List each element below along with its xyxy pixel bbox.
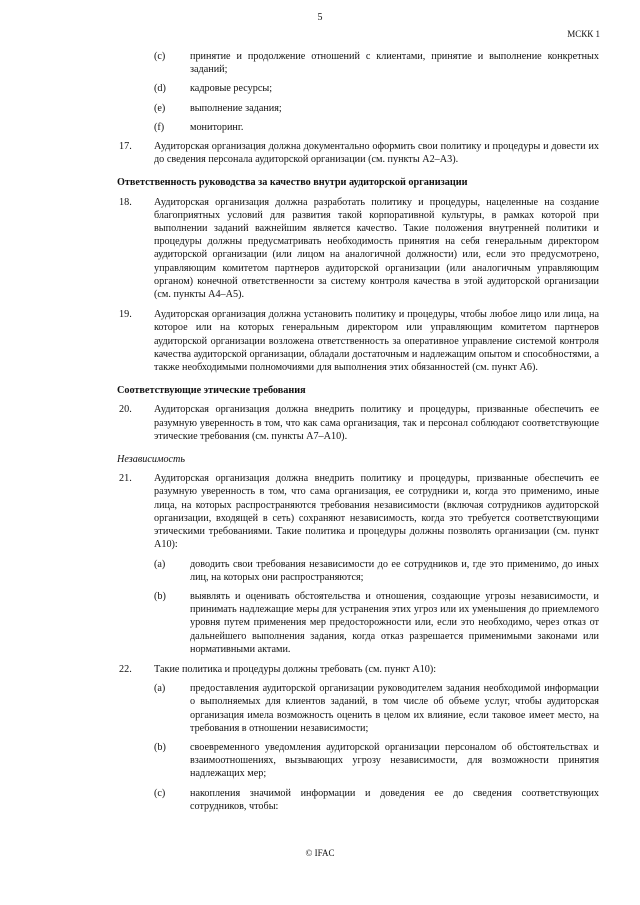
- section-heading-ethics: Соответствующие этические требования: [117, 385, 306, 397]
- item-text: своевременного уведомления аудиторской организации персоналом об обстоятельствах и взаимоотношениях, вызывающих угрозу независимости, для возможности принятия надлежащих мер;: [190, 741, 599, 780]
- item-label: (d): [154, 83, 166, 95]
- paragraph-19: [117, 308, 599, 374]
- paragraph-number: 22.: [119, 663, 132, 675]
- paragraph-18: [117, 196, 599, 302]
- paragraph-21: [117, 472, 599, 656]
- list-item: [154, 82, 599, 95]
- document-code: МСКК 1: [567, 29, 600, 39]
- paragraph-20: [117, 403, 599, 443]
- item-text: доводить свои требования независимости до ее сотрудников и, где это применимо, до иных лиц, на которых они распространяются;: [190, 558, 599, 583]
- paragraph-number: 21.: [119, 473, 132, 485]
- item-text: мониторинг.: [190, 121, 244, 133]
- paragraph-text: Аудиторская организация должна разработать политику и процедуры, нацеленные на создание благоприятных условий для развития такой корпоративной культуры, в рамках которой при выполнении заданий важнейшим является качество. Такие положения внутренней политики и процедуры должны предусматривать необходимость принятия на себя генеральным директором аудиторской организации (или лицом на аналогичной должности) или, если это предусмотрено, управляющим комитетом партнеров аудиторской организации (или аналогичным управляющим органом) конечной ответственности за систему контроля качества в этой аудиторской организации (см. пункты А4–А5).: [154, 196, 599, 301]
- item-label: (a): [154, 683, 166, 695]
- paragraph-number: 19.: [119, 309, 132, 321]
- list-item: [154, 50, 599, 76]
- item-text: выявлять и оценивать обстоятельства и отношения, создающие угрозы независимости, и принимать надлежащие меры для устранения этих угроз или их уменьшения до приемлемого уровня путем применения мер предосторожности или, если это необходимо, через отказ от дальнейшего выполнения задания, когда отказ разрешается применимыми законами или нормативными актами.: [190, 590, 599, 655]
- page-content: [117, 50, 599, 820]
- subsection-heading-independence: Независимость: [117, 454, 186, 466]
- list-item: [154, 121, 599, 134]
- list-item: [154, 787, 599, 813]
- item-label: (c): [154, 787, 166, 799]
- list-item: [154, 102, 599, 115]
- paragraph-number: 20.: [119, 404, 132, 416]
- list-item: [154, 741, 599, 781]
- list-item: [154, 558, 599, 584]
- item-label: (c): [154, 51, 166, 62]
- list-item: [154, 682, 599, 735]
- paragraph-22: [117, 663, 599, 813]
- paragraph-17: [117, 140, 599, 166]
- paragraph-number: 18.: [119, 196, 132, 208]
- item-text: принятие и продолжение отношений с клиентами, принятие и выполнение конкретных заданий;: [190, 51, 599, 76]
- item-text: выполнение задания;: [190, 102, 282, 114]
- paragraph-text: Такие политика и процедуры должны требовать (см. пункт А10):: [154, 663, 437, 675]
- item-label: (f): [154, 121, 165, 133]
- list-item: [154, 590, 599, 656]
- item-text: накопления значимой информации и доведения ее до сведения соответствующих сотрудников, чтобы:: [190, 787, 599, 812]
- paragraph-text: Аудиторская организация должна установить политику и процедуры, чтобы любое лицо или лица, на которое или на которых генеральным директором или управляющим комитетом партнеров аудиторской организации возложена ответственность за оперативное управление системой контроля качества аудиторской организации, обладали достаточным и надлежащим опытом и способностями, а также необходимыми полномочиями для выполнения этих обязанностей (см. пункт А6).: [154, 309, 599, 374]
- copyright-footer: © IFAC: [305, 848, 335, 858]
- section-heading-leadership: Ответственность руководства за качество внутри аудиторской организации: [117, 177, 468, 189]
- item-label: (a): [154, 558, 166, 570]
- page-number: 5: [317, 12, 323, 23]
- paragraph-number: 17.: [119, 141, 132, 153]
- paragraph-text: Аудиторская организация должна внедрить политику и процедуры, призванные обеспечить ее разумную уверенность в том, что сама организация, ее сотрудники и, когда это применимо, иные лица, на которых распространяются требования независимости (включая сотрудников аудиторской организации, входящей в сеть) сохраняют независимость, когда это требуется соответствующими этическими требованиями. Такие политика и процедуры должны позволять организации (см. пункт А10):: [154, 473, 599, 551]
- item-text: предоставления аудиторской организации руководителем задания необходимой информации о выполняемых для клиентов заданий, в том числе об объеме услуг, чтобы аудиторская организация имела возможность оценить в целом их влияние, если таковое имеет место, на требования в отношении независимости;: [190, 683, 599, 734]
- paragraph-text: Аудиторская организация должна документально оформить свои политику и процедуры и довести их до сведения персонала аудиторской организации (см. пункты А2–А3).: [154, 141, 599, 166]
- item-text: кадровые ресурсы;: [190, 83, 273, 95]
- item-label: (e): [154, 102, 166, 114]
- item-label: (b): [154, 741, 166, 753]
- paragraph-text: Аудиторская организация должна внедрить политику и процедуры, призванные обеспечить ее разумную уверенность в том, что как сама организация, так и персонал соблюдают соответствующие этические требования (см. пункты А7–А10).: [154, 404, 599, 442]
- item-label: (b): [154, 590, 166, 602]
